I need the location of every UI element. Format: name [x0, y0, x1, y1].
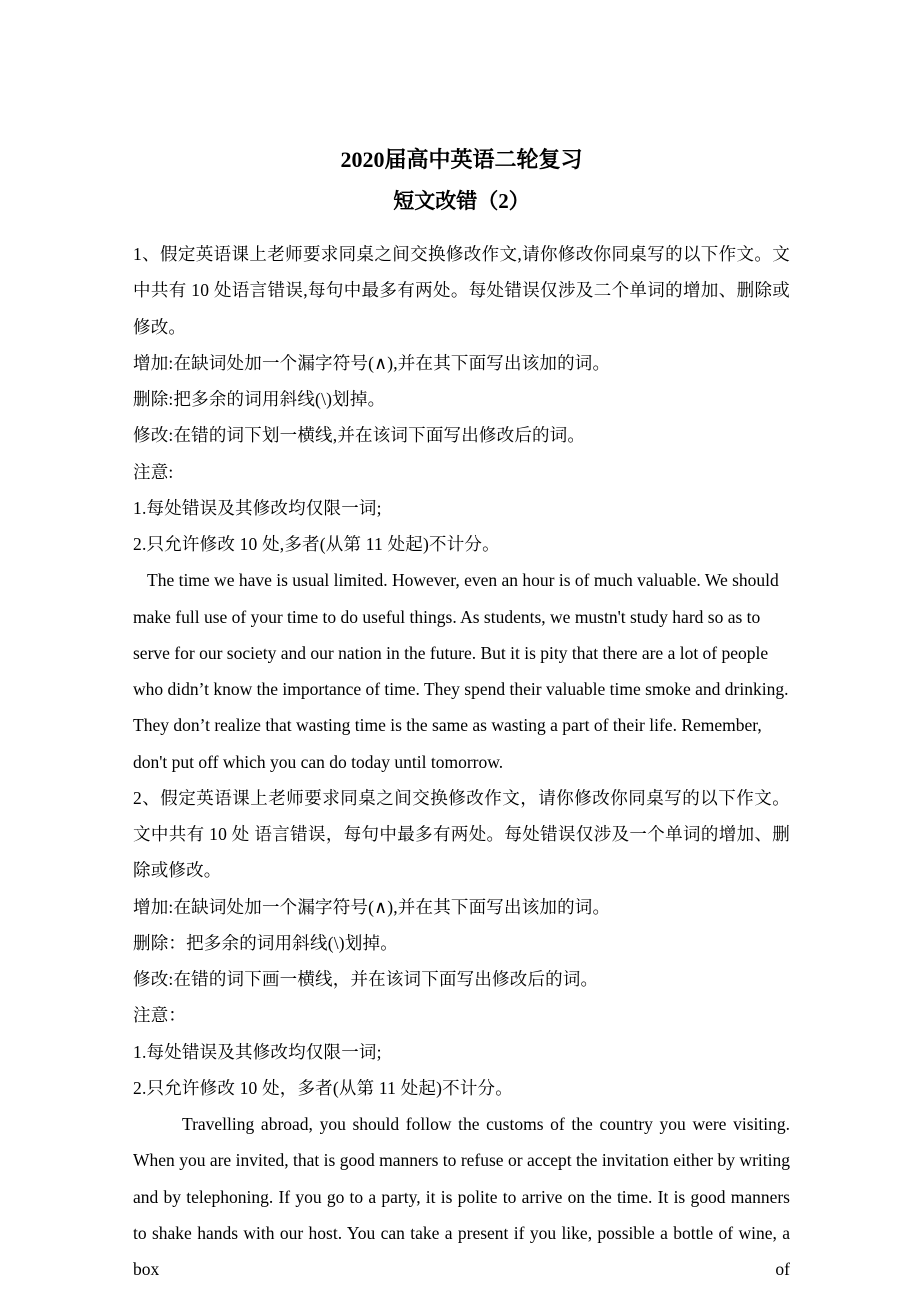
section1-note-item-1: 1.每处错误及其修改均仅限一词; — [133, 497, 382, 518]
section1-rule-modify: 修改:在错的词下划一横线,并在该词下面写出修改后的词。 — [133, 425, 586, 446]
section2-passage: Travelling abroad, you should follow the customs of the country you were visiting. When you are invited, that is good manners to refuse or accept the invitation either by writing and by telephoning. If you go to a party, it is polite to arrive on the time. It is good manners to shake hands with our host. You can take a present if you like, possible a bottle of wine, a box of — [133, 1114, 790, 1279]
section2-note-item-2: 2.只允许修改 10 处，多者(从第 11 处起)不计分。 — [133, 1077, 513, 1098]
section1-note-label: 注意: — [133, 461, 174, 482]
section1-rule-delete: 删除:把多余的词用斜线(\)划掉。 — [133, 389, 386, 409]
section1-rule-add: 增加:在缺词处加一个漏字符号(∧),并在其下面写出该加的词。 — [133, 352, 611, 373]
doc-subtitle: 短文改错（2） — [393, 189, 530, 213]
section2-note-item-1: 1.每处错误及其修改均仅限一词; — [133, 1041, 382, 1062]
doc-title: 2020届高中英语二轮复习 — [340, 147, 583, 172]
section2-rule-add: 增加:在缺词处加一个漏字符号(∧),并在其下面写出该加的词。 — [133, 896, 611, 917]
section1-passage: The time we have is usual limited. However, even an hour is of much valuable. We should make full use of your time to do useful things. As students, we mustn't study hard so as to serve for our society and our nation in the future. But it is pity that there are a lot of people who didn’t know the importance of time. They spend their valuable time smoke and drinking. They don’t realize that wasting time is the same as wasting a part of their life. Remember, don't put off which you can do today until tomorrow. — [133, 570, 789, 772]
section2-rule-delete: 删除：把多余的词用斜线(\)划掉。 — [133, 932, 398, 953]
document-content — [133, 146, 790, 1287]
section2-intro: 2、假定英语课上老师要求同桌之间交换修改作文，请你修改你同桌写的以下作文。文中共有 10 处 语言错误，每句中最多有两处。每处错误仅涉及一个单词的增加、删除或修改。 — [133, 787, 790, 881]
section1-intro: 1、假定英语课上老师要求同桌之间交换修改作文,请你修改你同桌写的以下作文。文中共有 10 处语言错误,每句中最多有两处。每处错误仅涉及二个单词的增加、删除或修改。 — [133, 244, 790, 337]
section1-note-item-2: 2.只允许修改 10 处,多者(从第 11 处起)不计分。 — [133, 534, 500, 554]
section2-note-label: 注意： — [133, 1005, 187, 1026]
section2-rule-modify: 修改:在错的词下画一横线，并在该词下面写出修改后的词。 — [133, 969, 599, 989]
